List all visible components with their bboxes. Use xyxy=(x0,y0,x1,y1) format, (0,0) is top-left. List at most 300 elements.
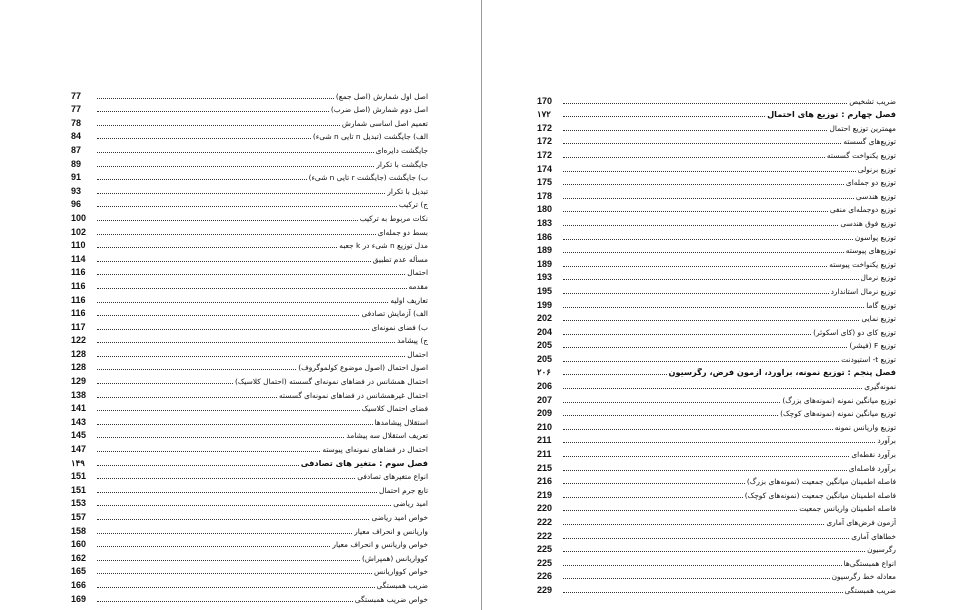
toc-entry-title: احتمال در فضاهای نمونه‌ای پیوسته xyxy=(322,445,428,455)
toc-entry-title: تابع جرم احتمال xyxy=(379,485,428,495)
toc-dot-leader xyxy=(563,307,864,308)
toc-entry xyxy=(71,440,428,454)
toc-entry xyxy=(537,296,896,310)
toc-dot-leader xyxy=(563,184,844,185)
toc-dot-leader xyxy=(97,519,369,520)
toc-entry-title: تعمیم اصل اساسی شمارش xyxy=(341,118,428,128)
toc-entry xyxy=(537,255,896,269)
toc-page-number: 166 xyxy=(71,579,87,590)
toc-entry xyxy=(537,201,896,215)
toc-entry-title: برآورد xyxy=(877,436,896,446)
toc-dot-leader xyxy=(97,383,233,384)
left-page xyxy=(0,0,481,610)
toc-entry-title: معادله خط رگرسیون xyxy=(831,572,896,582)
toc-page-number: 128 xyxy=(71,348,87,359)
toc-page-number: 225 xyxy=(537,557,553,568)
toc-entry xyxy=(537,310,896,324)
toc-page-number: 219 xyxy=(537,489,553,500)
toc-dot-leader xyxy=(563,524,824,525)
toc-dot-leader xyxy=(97,437,344,438)
toc-page-number: 169 xyxy=(71,593,87,604)
toc-entry xyxy=(71,101,428,115)
toc-entry xyxy=(537,513,896,527)
table-of-contents-right xyxy=(537,92,896,595)
toc-entry xyxy=(71,508,428,522)
toc-page-number: 178 xyxy=(537,190,553,201)
toc-dot-leader xyxy=(97,424,373,425)
toc-entry xyxy=(71,332,428,346)
toc-entry xyxy=(71,481,428,495)
toc-dot-leader xyxy=(97,587,375,588)
toc-page-number: 84 xyxy=(71,131,82,142)
toc-entry xyxy=(537,459,896,473)
toc-dot-leader xyxy=(97,560,360,561)
toc-page-number: 91 xyxy=(71,172,82,183)
toc-entry-title: واریانس و انحراف معیار xyxy=(354,526,428,536)
toc-page-number: 205 xyxy=(537,340,553,351)
toc-entry xyxy=(537,527,896,541)
toc-page-number: 143 xyxy=(71,416,87,427)
toc-entry-title: برآورد نقطه‌ای xyxy=(851,450,896,460)
toc-entry xyxy=(537,541,896,555)
toc-dot-leader xyxy=(97,152,374,153)
toc-dot-leader xyxy=(97,98,334,99)
toc-entry-title: آزمون فرض‌های آماری xyxy=(826,518,896,527)
toc-entry xyxy=(537,568,896,582)
toc-page-number: 180 xyxy=(537,204,553,215)
toc-page-number: 172 xyxy=(537,149,553,160)
toc-dot-leader xyxy=(97,356,405,357)
toc-dot-leader xyxy=(563,143,841,144)
chapter-title: فصل سوم : متغیر های تصادفی xyxy=(300,458,428,468)
toc-entry-title: خواص واریانس و انحراف معیار xyxy=(332,540,428,550)
toc-entry-title: برآورد فاصله‌ای xyxy=(848,463,896,473)
toc-entry xyxy=(537,228,896,242)
toc-dot-leader xyxy=(97,342,395,343)
toc-page-number: 141 xyxy=(71,403,87,414)
toc-entry xyxy=(537,337,896,351)
toc-page-number: 222 xyxy=(537,517,553,527)
toc-entry xyxy=(71,250,428,264)
toc-dot-leader xyxy=(97,302,388,303)
toc-dot-leader xyxy=(97,533,352,534)
toc-entry xyxy=(71,155,428,169)
toc-page-number: 206 xyxy=(537,381,553,392)
toc-entry xyxy=(71,141,428,155)
toc-dot-leader xyxy=(563,252,844,253)
toc-page-number: 209 xyxy=(537,408,553,419)
toc-entry xyxy=(71,196,428,210)
toc-dot-leader xyxy=(563,361,839,362)
toc-page-number: 157 xyxy=(71,512,87,522)
toc-entry xyxy=(71,305,428,319)
toc-entry-title: توزیع t- استیودنت xyxy=(841,354,896,364)
toc-page-number: ۱۴۹ xyxy=(71,457,85,468)
toc-entry xyxy=(71,372,428,386)
toc-page-number: 204 xyxy=(537,326,553,337)
toc-entry-title: اصل اول شمارش (اصل جمع) xyxy=(335,91,428,101)
toc-entry xyxy=(71,522,428,536)
toc-entry-title: توزیع‌های گسسته xyxy=(843,137,896,147)
chapter-heading xyxy=(537,106,896,120)
toc-page-number: 211 xyxy=(537,435,552,446)
toc-dot-leader xyxy=(97,478,355,479)
toc-entry-title: امید ریاضی xyxy=(393,499,428,509)
toc-entry xyxy=(71,318,428,332)
toc-entry xyxy=(537,174,896,188)
toc-entry xyxy=(71,114,428,128)
toc-dot-leader xyxy=(563,388,862,389)
toc-entry-title: ج) پیشامد xyxy=(397,336,428,346)
toc-page-number: 89 xyxy=(71,158,82,169)
toc-page-number: 77 xyxy=(71,104,82,115)
table-of-contents-left xyxy=(71,87,428,604)
toc-dot-leader xyxy=(97,274,405,275)
toc-dot-leader xyxy=(563,320,859,321)
toc-dot-leader xyxy=(563,578,830,579)
toc-entry-title: خواص ضریب همبستگی xyxy=(354,594,428,604)
toc-entry-title: احتمال غیرهمشانس در فضاهای نمونه‌ای گسسته xyxy=(278,390,428,400)
toc-entry-title: مسأله عدم تطبیق xyxy=(372,254,428,264)
toc-dot-leader xyxy=(563,538,849,539)
toc-entry-title: توزیع‌های پیوسته xyxy=(845,246,896,256)
toc-page-number: 216 xyxy=(537,476,553,487)
toc-page-number: 116 xyxy=(71,280,86,291)
toc-entry xyxy=(537,445,896,459)
toc-entry-title: توزیع پواسون xyxy=(854,232,896,242)
toc-page-number: 87 xyxy=(71,144,82,155)
toc-dot-leader xyxy=(97,573,372,574)
toc-entry xyxy=(71,495,428,509)
toc-page-number: 138 xyxy=(71,389,87,400)
toc-page-number: 147 xyxy=(71,444,87,455)
toc-entry xyxy=(71,590,428,604)
toc-dot-leader xyxy=(97,193,385,194)
toc-entry xyxy=(71,264,428,278)
toc-page-number: 193 xyxy=(537,272,553,283)
toc-entry xyxy=(537,554,896,568)
toc-entry-title: خطاهای آماری xyxy=(851,531,896,541)
toc-entry xyxy=(71,400,428,414)
toc-dot-leader xyxy=(97,505,391,506)
toc-page-number: 151 xyxy=(71,484,87,495)
toc-entry xyxy=(71,291,428,305)
toc-entry-title: تعاریف اولیه xyxy=(390,295,428,305)
toc-entry-title: جایگشت دایره‌ای xyxy=(375,145,428,155)
right-page xyxy=(483,0,964,610)
toc-page-number: 189 xyxy=(537,245,553,256)
toc-entry xyxy=(71,386,428,400)
toc-entry-title: خواص کوواریانس xyxy=(373,567,428,577)
toc-entry-title: مهمترین توزیع احتمال xyxy=(829,123,896,133)
chapter-heading xyxy=(537,364,896,378)
toc-entry xyxy=(71,182,428,196)
toc-page-number: ۱۷۲ xyxy=(537,109,551,120)
toc-dot-leader xyxy=(97,465,299,466)
toc-page-number: 160 xyxy=(71,539,87,550)
toc-entry-title: توزیع برنولی xyxy=(857,164,896,174)
toc-dot-leader xyxy=(97,247,337,248)
toc-page-number: 229 xyxy=(537,584,553,595)
toc-page-number: 128 xyxy=(71,362,87,373)
toc-page-number: 117 xyxy=(71,321,86,332)
toc-entry xyxy=(537,350,896,364)
toc-entry-title: توزیع F (فیشر) xyxy=(849,341,896,351)
toc-dot-leader xyxy=(563,225,838,226)
toc-entry xyxy=(537,119,896,133)
toc-entry xyxy=(71,563,428,577)
toc-entry-title: توزیع یکنواخت پیوسته xyxy=(829,259,896,269)
toc-entry-title: الف) آزمایش تصادفی xyxy=(361,309,428,319)
toc-entry xyxy=(71,87,428,101)
toc-entry-title: توزیع کای دو (کای اسکوئر) xyxy=(813,327,896,337)
toc-entry xyxy=(71,427,428,441)
toc-entry-title: مدل توزیع n شیء در k جعبه xyxy=(339,241,428,251)
toc-entry xyxy=(537,214,896,228)
toc-entry-title: تبدیل با تکرار xyxy=(387,186,428,196)
toc-entry-title: تعریف استقلال سه پیشامد xyxy=(346,431,428,441)
toc-page-number: 116 xyxy=(71,308,86,319)
toc-dot-leader xyxy=(97,492,377,493)
toc-entry-title: فضای احتمال کلاسیک xyxy=(361,404,428,414)
toc-page-number: 153 xyxy=(71,498,87,509)
toc-entry-title: ضریب همبستگی xyxy=(844,585,896,595)
toc-page-number: 210 xyxy=(537,421,553,432)
toc-page-number: 175 xyxy=(537,177,553,188)
toc-page-number: ۲۰۶ xyxy=(537,367,551,378)
toc-entry-title: احتمال همشانس در فضاهای نمونه‌ای گسسته (احتمال کلاسیک) xyxy=(234,377,428,387)
toc-dot-leader xyxy=(97,601,353,602)
toc-page-number: 225 xyxy=(537,544,553,555)
toc-entry xyxy=(71,128,428,142)
toc-entry-title: توزیع نرمال استاندارد xyxy=(830,286,896,296)
toc-entry-title: توزیع یکنواخت گسسته xyxy=(826,150,896,160)
toc-dot-leader xyxy=(97,179,307,180)
toc-entry-title: احتمال xyxy=(407,268,428,278)
toc-dot-leader xyxy=(563,565,842,566)
toc-entry xyxy=(537,432,896,446)
toc-page-number: 189 xyxy=(537,258,553,269)
toc-page-number: 207 xyxy=(537,394,553,405)
toc-page-number: 215 xyxy=(537,462,553,473)
toc-entry xyxy=(537,133,896,147)
toc-dot-leader xyxy=(563,266,827,267)
toc-dot-leader xyxy=(563,429,833,430)
toc-dot-leader xyxy=(563,157,825,158)
toc-entry xyxy=(537,391,896,405)
toc-entry xyxy=(71,413,428,427)
toc-dot-leader xyxy=(97,111,329,112)
toc-entry-title: توزیع نرمال xyxy=(860,273,896,283)
toc-page-number: 96 xyxy=(71,199,82,210)
toc-entry-title: اصول احتمال (اصول موضوع کولموگروف) xyxy=(298,363,428,373)
toc-page-number: 100 xyxy=(71,212,87,223)
toc-entry-title: جایگشت با تکرار xyxy=(376,159,428,169)
toc-entry xyxy=(537,377,896,391)
toc-page-number: 114 xyxy=(71,253,86,264)
toc-dot-leader xyxy=(563,483,745,484)
toc-dot-leader xyxy=(563,402,780,403)
toc-dot-leader xyxy=(563,198,854,199)
toc-page-number: 186 xyxy=(537,231,553,242)
toc-entry xyxy=(71,576,428,590)
toc-page-number: 202 xyxy=(537,313,553,324)
toc-entry-title: احتمال xyxy=(407,349,428,359)
toc-page-number: 78 xyxy=(71,117,82,128)
toc-entry-title: توزیع میانگین نمونه (نمونه‌های بزرگ) xyxy=(782,395,896,405)
toc-dot-leader xyxy=(563,334,811,335)
toc-entry-title: رگرسیون xyxy=(867,545,896,555)
toc-entry-title: توزیع نمایی xyxy=(861,314,896,324)
toc-page-number: 205 xyxy=(537,353,553,364)
chapter-heading xyxy=(71,454,428,468)
toc-dot-leader xyxy=(97,315,359,316)
toc-entry xyxy=(71,209,428,223)
chapter-title: فصل چهارم : توزیع های احتمال xyxy=(767,110,896,120)
toc-entry-title: انواع متغیرهای تصادفی xyxy=(357,472,428,482)
toc-dot-leader xyxy=(563,415,778,416)
toc-dot-leader xyxy=(97,546,330,547)
toc-entry xyxy=(71,237,428,251)
toc-entry-title: فاصله اطمینان واریانس جمعیت xyxy=(799,504,896,514)
toc-dot-leader xyxy=(563,347,847,348)
toc-dot-leader xyxy=(563,510,797,511)
toc-dot-leader xyxy=(563,171,856,172)
toc-dot-leader xyxy=(563,293,829,294)
toc-entry xyxy=(537,418,896,432)
toc-entry-title: ج) ترکیب xyxy=(398,200,428,210)
toc-page-number: 172 xyxy=(537,136,553,147)
toc-page-number: 170 xyxy=(537,95,553,106)
toc-entry-title: بسط دو جمله‌ای xyxy=(377,227,428,237)
toc-page-number: 77 xyxy=(71,90,82,101)
toc-entry xyxy=(537,405,896,419)
toc-dot-leader xyxy=(97,166,374,167)
toc-entry-title: خواص امید ریاضی xyxy=(371,513,428,522)
toc-page-number: 151 xyxy=(71,471,87,482)
toc-page-number: 220 xyxy=(537,503,553,514)
toc-page-number: 116 xyxy=(71,267,86,278)
toc-entry-title: نکات مربوط به ترکیب xyxy=(359,213,428,223)
toc-dot-leader xyxy=(97,261,371,262)
toc-entry xyxy=(537,187,896,201)
toc-dot-leader xyxy=(563,497,743,498)
toc-dot-leader xyxy=(563,116,765,117)
toc-dot-leader xyxy=(563,374,667,375)
toc-page-number: 183 xyxy=(537,217,553,228)
toc-entry-title: ب) فضای نمونه‌ای xyxy=(371,322,428,332)
toc-dot-leader xyxy=(97,410,360,411)
toc-entry xyxy=(71,359,428,373)
toc-dot-leader xyxy=(97,125,340,126)
toc-dot-leader xyxy=(563,103,847,104)
toc-entry xyxy=(537,242,896,256)
toc-page-number: 211 xyxy=(537,449,552,460)
toc-page-number: 116 xyxy=(71,294,86,305)
toc-entry-title: اصل دوم شمارش (اصل ضرب) xyxy=(330,105,428,115)
toc-page-number: 93 xyxy=(71,185,82,196)
page-gutter xyxy=(481,0,482,610)
toc-entry xyxy=(537,486,896,500)
toc-entry-title: فاصله اطمینان میانگین جمعیت (نمونه‌های کوچک) xyxy=(744,490,896,500)
toc-entry xyxy=(71,549,428,563)
toc-entry-title: انواع همبستگی‌ها xyxy=(843,558,896,568)
toc-page-number: 102 xyxy=(71,226,87,237)
toc-page-number: 222 xyxy=(537,530,553,541)
toc-dot-leader xyxy=(97,329,369,330)
toc-entry xyxy=(537,581,896,595)
toc-dot-leader xyxy=(97,220,358,221)
toc-entry-title: توزیع دو جمله‌ای xyxy=(845,178,896,188)
toc-dot-leader xyxy=(563,592,843,593)
toc-entry xyxy=(71,536,428,550)
toc-page-number: 162 xyxy=(71,552,87,563)
toc-dot-leader xyxy=(97,288,407,289)
toc-entry-title: توزیع دوجمله‌ای منفی xyxy=(829,205,896,215)
toc-page-number: 226 xyxy=(537,571,553,582)
toc-entry-title: ضریب تشخیص xyxy=(849,96,896,106)
toc-entry-title: الف) جایگشت (تبدیل n تایی n شیء) xyxy=(312,132,428,142)
toc-entry-title: نمونه‌گیری xyxy=(864,382,896,392)
toc-page-number: 165 xyxy=(71,566,87,577)
toc-dot-leader xyxy=(563,279,859,280)
toc-entry xyxy=(71,169,428,183)
toc-dot-leader xyxy=(97,397,277,398)
toc-page-number: 195 xyxy=(537,285,553,296)
toc-dot-leader xyxy=(97,234,376,235)
toc-entry-title: توزیع فوق هندسی xyxy=(840,218,896,228)
toc-entry xyxy=(71,277,428,291)
chapter-title: فصل پنجم : توزیع نمونه، برآورد، آزمون فرض، رگرسیون xyxy=(668,368,896,378)
toc-dot-leader xyxy=(563,211,828,212)
toc-entry-title: فاصله اطمینان میانگین جمعیت (نمونه‌های بزرگ) xyxy=(746,477,896,487)
toc-entry-title: توزیع هندسی xyxy=(855,191,896,201)
toc-page-number: 199 xyxy=(537,299,553,310)
toc-page-number: 129 xyxy=(71,376,87,387)
toc-dot-leader xyxy=(563,239,853,240)
toc-entry xyxy=(537,92,896,106)
toc-entry xyxy=(537,500,896,514)
toc-entry-title: استقلال پیشامدها xyxy=(374,417,428,427)
toc-entry xyxy=(71,345,428,359)
toc-dot-leader xyxy=(563,470,847,471)
toc-entry xyxy=(537,323,896,337)
toc-entry xyxy=(537,160,896,174)
toc-page-number: 158 xyxy=(71,525,87,536)
toc-entry xyxy=(537,282,896,296)
toc-entry xyxy=(71,223,428,237)
toc-entry-title: ب) جایگشت (جایگشت r تایی n شیء) xyxy=(308,173,428,183)
toc-dot-leader xyxy=(563,456,849,457)
toc-page-number: 122 xyxy=(71,335,87,346)
toc-dot-leader xyxy=(563,442,875,443)
toc-dot-leader xyxy=(563,130,827,131)
toc-entry xyxy=(71,468,428,482)
toc-entry-title: توزیع واریانس نمونه xyxy=(834,422,896,432)
toc-dot-leader xyxy=(97,369,296,370)
toc-page-number: 172 xyxy=(537,122,553,133)
toc-page-number: 174 xyxy=(537,163,553,174)
toc-dot-leader xyxy=(97,206,397,207)
toc-entry xyxy=(537,473,896,487)
toc-entry-title: کوواریانس (همپراش) xyxy=(362,553,428,563)
toc-dot-leader xyxy=(563,551,865,552)
toc-page-number: 145 xyxy=(71,430,87,441)
toc-entry-title: ضریب همبستگی xyxy=(376,580,428,590)
toc-entry xyxy=(537,269,896,283)
toc-entry xyxy=(537,146,896,160)
toc-dot-leader xyxy=(97,138,311,139)
